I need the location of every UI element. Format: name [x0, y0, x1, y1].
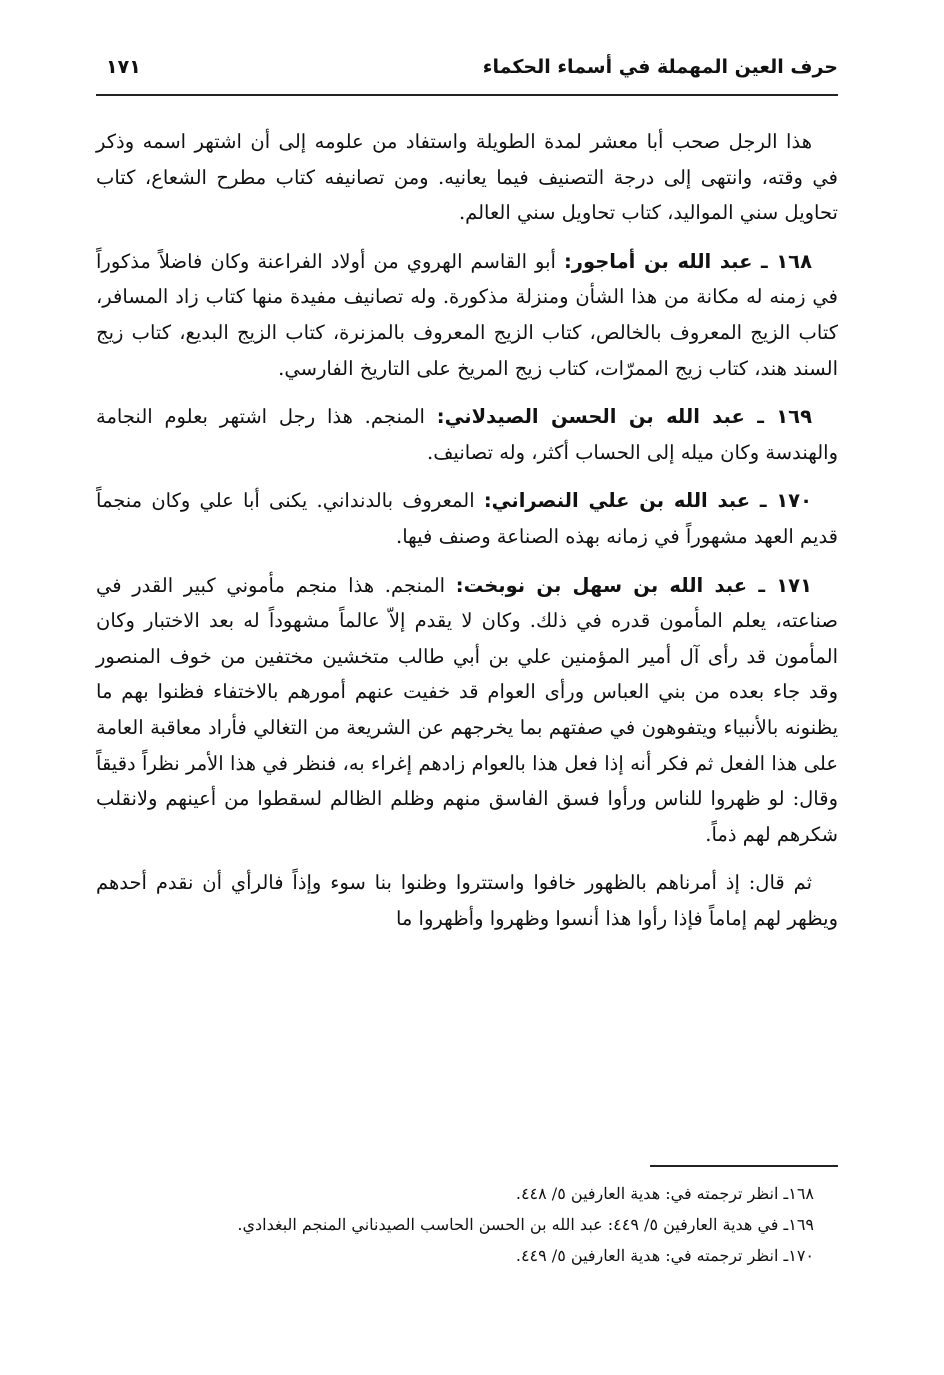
entry-heading: ١٦٩ ـ عبد الله بن الحسن الصيدلاني: — [436, 405, 812, 429]
paragraph-continuation — [96, 124, 838, 231]
entry-heading: ١٧٠ ـ عبد الله بن علي النصراني: — [483, 489, 812, 513]
footnote-separator — [650, 1165, 838, 1167]
entry-text: المنجم. هذا رجل اشتهر بعلوم النجامة والهندسة وكان ميله إلى الحساب أكثر، وله تصانيف. — [96, 405, 838, 464]
footnote-168: ١٦٨ـ انظر ترجمته في: هدية العارفين ٥/ ٤٤٨. — [515, 1184, 814, 1203]
footnote-170: ١٧٠ـ انظر ترجمته في: هدية العارفين ٥/ ٤٤٩. — [515, 1246, 814, 1265]
page-number: ١٧١ — [106, 56, 141, 78]
entry-171 — [96, 568, 838, 853]
main-text — [96, 124, 838, 949]
paragraph-text: هذا الرجل صحب أبا معشر لمدة الطويلة واستفاد من علومه إلى أن اشتهر اسمه وذكر في وقته، وانتهى إلى درجة التصنيف فيما يعانيه. ومن تصانيفه كتاب مطرح الشعاع، كتاب تحاويل سني المواليد، كتاب تحاويل سني العالم. — [96, 130, 838, 225]
paragraph-continued — [96, 865, 838, 936]
entry-text: المعروف بالدنداني. يكنى أبا علي وكان منجماً قديم العهد مشهوراً في زمانه بهذه الصناعة وصنف فيها. — [96, 489, 838, 548]
paragraph-text: ثم قال: إذ أمرناهم بالظهور خافوا واستتروا وظنوا بنا سوء وإذاً فالرأي أن نقدم أحدهم ويظهر لهم إماماً فإذا رأوا هذا أنسوا وظهروا وأظهروا ما — [96, 871, 838, 930]
entry-168 — [96, 244, 838, 386]
footnote-169: ١٦٩ـ في هدية العارفين ٥/ ٤٤٩: عبد الله بن الحسن الحاسب الصيدناني المنجم البغدادي. — [237, 1215, 814, 1234]
running-title: حرف العين المهملة في أسماء الحكماء — [482, 56, 838, 78]
entry-169 — [96, 399, 838, 470]
header-rule — [96, 94, 838, 96]
entry-text: المنجم. هذا منجم مأموني كبير القدر في صناعته، يعلم المأمون قدره في ذلك. وكان لا يقدم إلاّ عالماً مشهوداً له بعد الاختبار وكان المأمون قد رأى آل أمير المؤمنين علي بن أبي طالب متخشين مختفين من خوف المنصور وقد جاء بعده من بني العباس ورأى العوام قد خفيت عنهم أمورهم بالاختفاء فظنوا بهم ما يظنونه بالأنبياء ويتفوهون في صفتهم بما يخرجهم عن الشريعة من التغالي فأراد معاقبة العامة على هذا الفعل ثم فكر أنه إذا فعل هذا بالعوام زادهم إغراء به، فنظر في هذا الأمر نظراً دقيقاً وقال: لو ظهروا للناس ورأوا فسق الفاسق منهم وظلم الظالم لسقطوا من أعينهم ولانقلب شكرهم لهم ذماً. — [96, 573, 838, 846]
footnotes — [96, 1178, 838, 1271]
page-header — [96, 52, 838, 92]
entry-170 — [96, 483, 838, 554]
entry-heading: ١٧١ ـ عبد الله بن سهل بن نوبخت: — [455, 573, 812, 597]
entry-heading: ١٦٨ ـ عبد الله بن أماجور: — [563, 249, 812, 273]
entry-text: أبو القاسم الهروي من أولاد الفراعنة وكان فاضلاً مذكوراً في زمنه له مكانة من هذا الشأن ومنزلة مذكورة. وله تصانيف مفيدة منها كتاب زاد المسافر، كتاب الزيج المعروف بالخالص، كتاب الزيج المعروف بالمزنرة، كتاب الزيج البديع، كتاب زيج السند هند، كتاب زيج الممرّات، كتاب زيج المريخ على التاريخ الفارسي. — [96, 249, 838, 380]
